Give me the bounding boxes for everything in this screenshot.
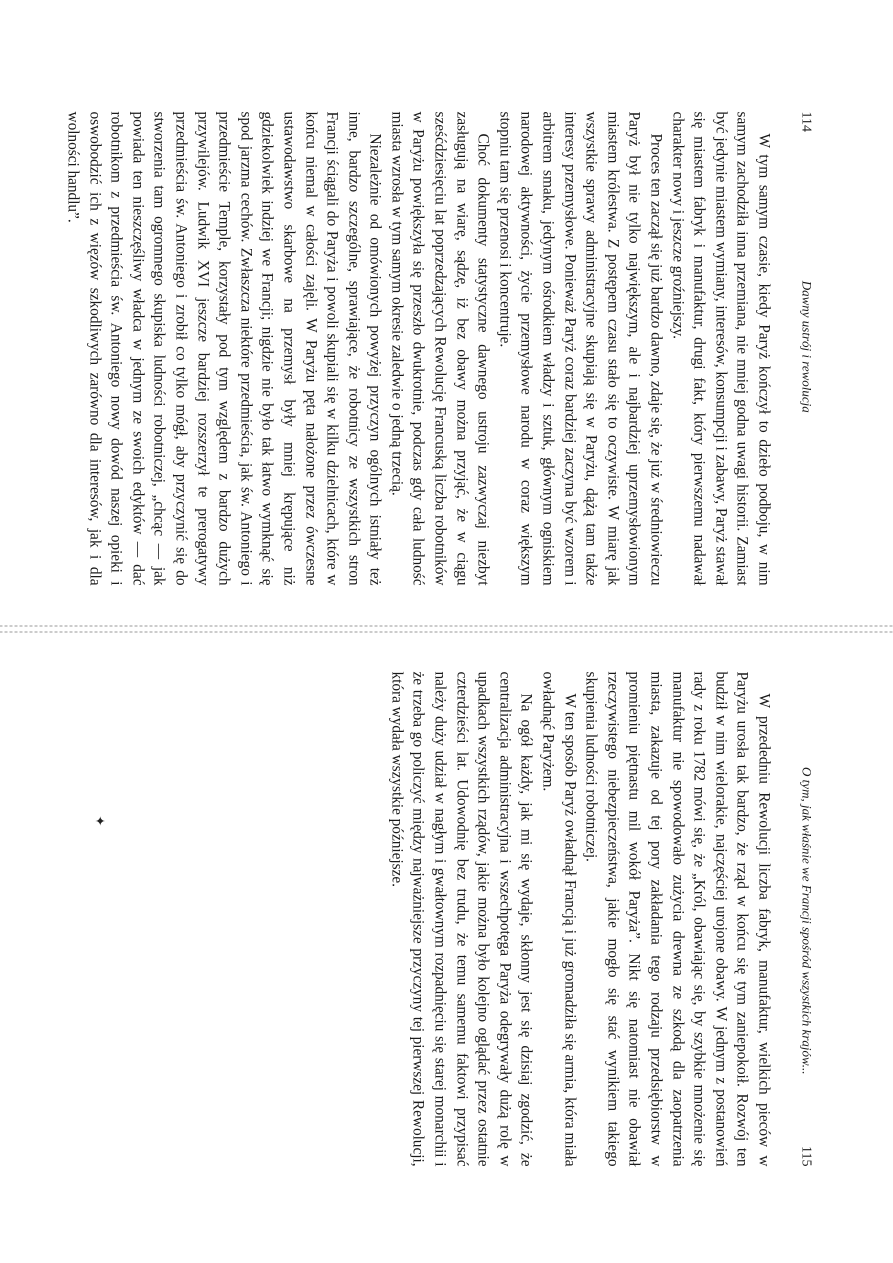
right-running-head bbox=[795, 672, 815, 1167]
paragraph: W tym samym czasie, kiedy Paryż kończył to dzieło podboju, w nim samym zachodziła inna przemiana, nie mniej godna uwagi historii. Zamiast być jedynie miastem wymiany, interesów, konsumpcji i zabawy, Paryż stawał się miastem fabryk i manufaktur, drugi fakt, który pierwszemu nadawał charakter nowy i jeszcze groźniejszy. bbox=[669, 111, 773, 586]
left-page-body bbox=[62, 112, 775, 586]
left-page-number: 114 bbox=[798, 111, 814, 132]
left-page bbox=[0, 0, 893, 628]
right-page-body bbox=[386, 672, 775, 1167]
left-running-title: Dawny ustrój i rewolucja bbox=[799, 280, 815, 413]
paragraph: W przededniu Rewolucji liczba fabryk, manufaktur, wielkich pieców w Paryżu urosła tak bardzo, że rząd w końcu się tym zaniepokoił. Rozwój ten budził w nim wielorakie, najczęściej urojone obawy. W jednym z postanowień rady z roku 1782 mówi się, że „Król, obawiając się, by szybkie mnożenie się manufaktur nie spowodowało zużycia drewna ze szkodą dla zaopatrzenia miasta, zakazuje od tej pory zakładania tego rodzaju przedsiębiorstw w promieniu piętnastu mil wokół Paryża”. Nikt się natomiast nie obawiał rzeczywistego niebezpieczeństwa, jakie mogło się stać wynikiem takiego skupienia ludności robotniczej. bbox=[582, 671, 773, 1167]
right-page-number: 115 bbox=[798, 1146, 814, 1167]
left-running-head bbox=[795, 112, 815, 586]
right-page bbox=[0, 628, 893, 1263]
paragraph: Niezależnie od omówionych powyżej przyczyn ogólnych istniały też inne, bardzo szczególne, sprawiające, że robotnicy ze wszystkich stron Francji ściągali do Paryża i powoli skupiali się w kilku dzielnicach, które w końcu niemal w całości zajęli. W Paryżu pęta nałożone przez ówczesne ustawodawstwo skarbowe na przemysł były mniej krępujące niż gdziekolwiek indziej we Francji; nigdzie nie było tak łatwo wymknąć się spod jarzma cechów. Zwłaszcza niektóre przedmieścia, jak św. Antoniego i przedmieście Temple, korzystały pod tym względem z bardzo dużych przywilejów. Ludwik XVI jeszcze bardziej rozszerzył te prerogatywy przedmieścia św. Antoniego i zrobił co tylko mógł, aby przyczynić się do stworzenia tam ogromnego skupiska ludności robotniczej, „chcąc — jak powiada ten nieszczęśliwy władca w jednym ze swoich edyktów — dać robotnikom z przedmieścia św. Antoniego nowy dowód naszej opieki i oswobodzić ich z więzów szkodliwych zarówno dla interesów, jak i dla wolności handlu”. bbox=[64, 111, 384, 586]
paragraph: Na ogół każdy, jak mi się wydaje, skłonny jest się dzisiaj zgodzić, że centralizacja administracyjna i wszechpotęga Paryża odegrywały dużą rolę w upadkach wszystkich rządów, jakie można było kolejno oglądać przez ostatnie czterdzieści lat. Udowodnię bez trudu, że temu samemu faktowi przypisać należy duży udział w nagłym i gwałtownym rozpadnięciu się starej monarchii i że trzeba go policzyć między najważniejsze przyczyny tej pierwszej Rewolucji, która wydała wszystkie późniejsze. bbox=[388, 671, 535, 1167]
paragraph: Proces ten zaczął się już bardzo dawno, zdaje się, że już w średniowieczu Paryż był nie tylko największym, ale i najbardziej uprzemysłowionym miastem królestwa. Z postępem czasu stało się to oczywiste. W miarę jak wszystkie sprawy administracyjne skupiają się w Paryżu, dążą tam także interesy przemysłowe. Ponieważ Paryż coraz bardziej zaczyna być wzorem i arbitrem smaku, jedynym ośrodkiem władzy i sztuk, głównym ogniskiem narodowej aktywności, życie przemysłowe narodu w coraz większym stopniu tam się przenosi i koncentruje. bbox=[496, 111, 665, 586]
paragraph: W ten sposób Paryż owładnął Francją i już gromadziła się armia, która miała owładnąć Paryżem. bbox=[539, 671, 579, 1167]
ink-speck: ✦ bbox=[92, 815, 108, 827]
paragraph: Choć dokumenty statystyczne dawnego ustroju zazwyczaj niezbyt zasługują na wiarę, sądzę, iż bez obawy można przyjąć, że w ciągu sześćdziesięciu lat poprzedzających Rewolucję Francuską liczba robotników w Paryżu powiększyła się przeszło dwukrotnie, podczas gdy cała ludność miasta wzrosła w tym samym okresie zaledwie o jedną trzecią. bbox=[388, 111, 492, 586]
right-running-title: O tym, jak właśnie we Francji spośród wszystkich krajów... bbox=[799, 767, 815, 1075]
